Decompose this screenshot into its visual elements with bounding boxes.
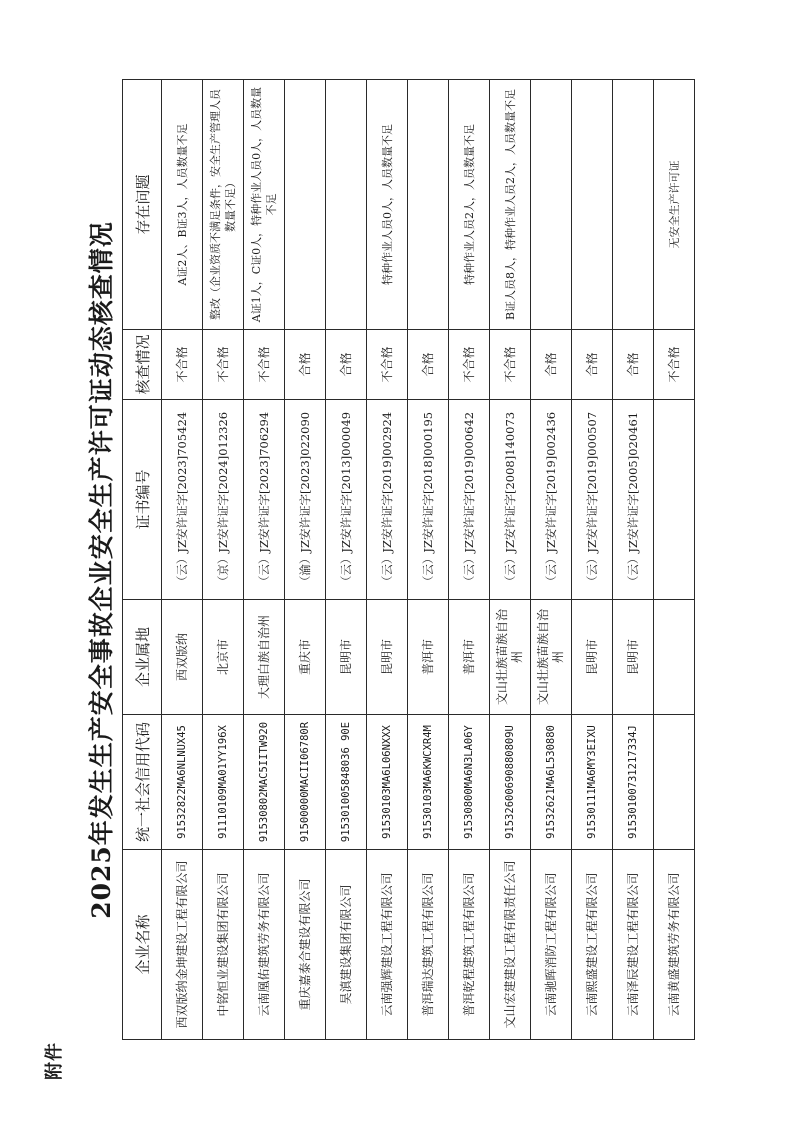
issue-cell: A证2人、B证3人，人员数量不足 (162, 80, 203, 330)
table-row (162, 80, 203, 1040)
credit-code-cell: 91110109MA01YY196X (203, 715, 244, 850)
company-name-cell: 普洱瑞达建筑工程有限公司 (408, 850, 449, 1040)
company-name-cell: 中铭恒业建设集团有限公司 (203, 850, 244, 1040)
annex-label: 附件 (44, 1042, 65, 1080)
document-page (40, 70, 780, 1080)
certificate-cell: （云）JZ安许证字[2013]000049 (326, 400, 367, 600)
certificate-cell: （渝）JZ安许证字[2023]022090 (285, 400, 326, 600)
company-name-cell: 云南熙盛建设工程有限公司 (572, 850, 613, 1040)
certificate-cell (654, 400, 695, 600)
table-row (285, 80, 326, 1040)
location-cell: 普洱市 (408, 600, 449, 715)
table-row (490, 80, 531, 1040)
status-cell: 不合格 (203, 330, 244, 400)
company-name-cell: 云南凰佑建筑劳务有限公司 (244, 850, 285, 1040)
credit-code-cell: 915301005848036 90E (326, 715, 367, 850)
certificate-cell: （云）JZ安许证字[2019]002436 (531, 400, 572, 600)
issue-cell (613, 80, 654, 330)
issue-cell: 整改（企业资质不满足条件，安全生产管理人员数量不足） (203, 80, 244, 330)
certificate-cell: （云）JZ安许证字[2023]706294 (244, 400, 285, 600)
certificate-cell: （云）JZ安许证字[2019]002924 (367, 400, 408, 600)
status-cell: 不合格 (449, 330, 490, 400)
location-cell: 西双版纳 (162, 600, 203, 715)
issue-cell (285, 80, 326, 330)
table-row (572, 80, 613, 1040)
company-name-cell: 云南黄盛建筑劳务有限公司 (654, 850, 695, 1040)
certificate-cell: （云）JZ安许证字[2005]020461 (613, 400, 654, 600)
certificate-cell: （京）JZ安许证字[2024]012326 (203, 400, 244, 600)
table-header-row (123, 80, 162, 1040)
issue-cell: A证1人，C证0人，特种作业人员0人，人员数量不足 (244, 80, 285, 330)
location-cell: 文山壮族苗族自治州 (531, 600, 572, 715)
location-cell: 昆明市 (326, 600, 367, 715)
column-header-issue: 存在问题 (123, 80, 162, 330)
status-cell: 不合格 (162, 330, 203, 400)
credit-code-cell: 91530111MA6MY3EIXU (572, 715, 613, 850)
company-name-cell: 重庆嘉泰合建设有限公司 (285, 850, 326, 1040)
company-name-cell: 云南强辉建设工程有限公司 (367, 850, 408, 1040)
credit-code-cell: 91532621MA6L530880 (531, 715, 572, 850)
company-name-cell: 西双版纳金坤建设工程有限公司 (162, 850, 203, 1040)
location-cell: 昆明市 (367, 600, 408, 715)
company-name-cell: 普洱乾程建筑工程有限公司 (449, 850, 490, 1040)
location-cell: 普洱市 (449, 600, 490, 715)
column-header-location: 企业属地 (123, 600, 162, 715)
credit-code-cell: 91530103MA6L06NXXX (367, 715, 408, 850)
column-header-credit-code: 统一社会信用代码 (123, 715, 162, 850)
location-cell: 重庆市 (285, 600, 326, 715)
status-cell: 不合格 (654, 330, 695, 400)
table-row (408, 80, 449, 1040)
status-cell: 合格 (613, 330, 654, 400)
table-row (203, 80, 244, 1040)
issue-cell (326, 80, 367, 330)
company-name-cell: 文山宏建建设工程有限责任公司 (490, 850, 531, 1040)
table-row (326, 80, 367, 1040)
location-cell: 文山壮族苗族自治州 (490, 600, 531, 715)
issue-cell: 特种作业人员2人，人员数量不足 (449, 80, 490, 330)
location-cell: 昆明市 (613, 600, 654, 715)
certificate-cell: （云）JZ安许证字[2023]705424 (162, 400, 203, 600)
location-cell: 昆明市 (572, 600, 613, 715)
credit-code-cell (654, 715, 695, 850)
certificate-cell: （云）JZ安许证字[2019]000642 (449, 400, 490, 600)
status-cell: 合格 (531, 330, 572, 400)
company-name-cell: 昊滇建设集团有限公司 (326, 850, 367, 1040)
document-title: 2025年发生生产安全事故企业安全生产许可证动态核查情况 (87, 221, 116, 919)
certificate-cell: （云）JZ安许证字[2019]000507 (572, 400, 613, 600)
issue-cell (531, 80, 572, 330)
status-cell: 不合格 (490, 330, 531, 400)
table-row (531, 80, 572, 1040)
credit-code-cell: 91530100731217334J (613, 715, 654, 850)
issue-cell (572, 80, 613, 330)
credit-code-cell: 91530802MAC5IITW920 (244, 715, 285, 850)
location-cell: 北京市 (203, 600, 244, 715)
table-row (613, 80, 654, 1040)
column-header-company: 企业名称 (123, 850, 162, 1040)
column-header-certificate: 证书编号 (123, 400, 162, 600)
table-row (244, 80, 285, 1040)
certificate-cell: （云）JZ安许证字[2008]140073 (490, 400, 531, 600)
company-name-cell: 云南泽辰建设工程有限公司 (613, 850, 654, 1040)
status-cell: 不合格 (244, 330, 285, 400)
issue-cell: 无安全生产许可证 (654, 80, 695, 330)
table-row (654, 80, 695, 1040)
credit-code-cell: 91530800MA6N3LA06Y (449, 715, 490, 850)
inspection-table (122, 79, 695, 1040)
issue-cell: 特种作业人员0人，人员数量不足 (367, 80, 408, 330)
status-cell: 合格 (572, 330, 613, 400)
location-cell (654, 600, 695, 715)
issue-cell (408, 80, 449, 330)
certificate-cell: （云）JZ安许证字[2018]000195 (408, 400, 449, 600)
status-cell: 合格 (326, 330, 367, 400)
company-name-cell: 云南驰晖消防工程有限公司 (531, 850, 572, 1040)
status-cell: 合格 (408, 330, 449, 400)
credit-code-cell: 91532822MA6NLNUX45 (162, 715, 203, 850)
credit-code-cell: 91500000MACII06780R (285, 715, 326, 850)
table-row (449, 80, 490, 1040)
credit-code-cell: 91530103MA6KWCXR4M (408, 715, 449, 850)
credit-code-cell: 91532600690880809U (490, 715, 531, 850)
status-cell: 合格 (285, 330, 326, 400)
location-cell: 大理白族自治州 (244, 600, 285, 715)
table-row (367, 80, 408, 1040)
status-cell: 不合格 (367, 330, 408, 400)
column-header-status: 核查情况 (123, 330, 162, 400)
issue-cell: B证人员8人，特种作业人员2人，人员数量不足 (490, 80, 531, 330)
